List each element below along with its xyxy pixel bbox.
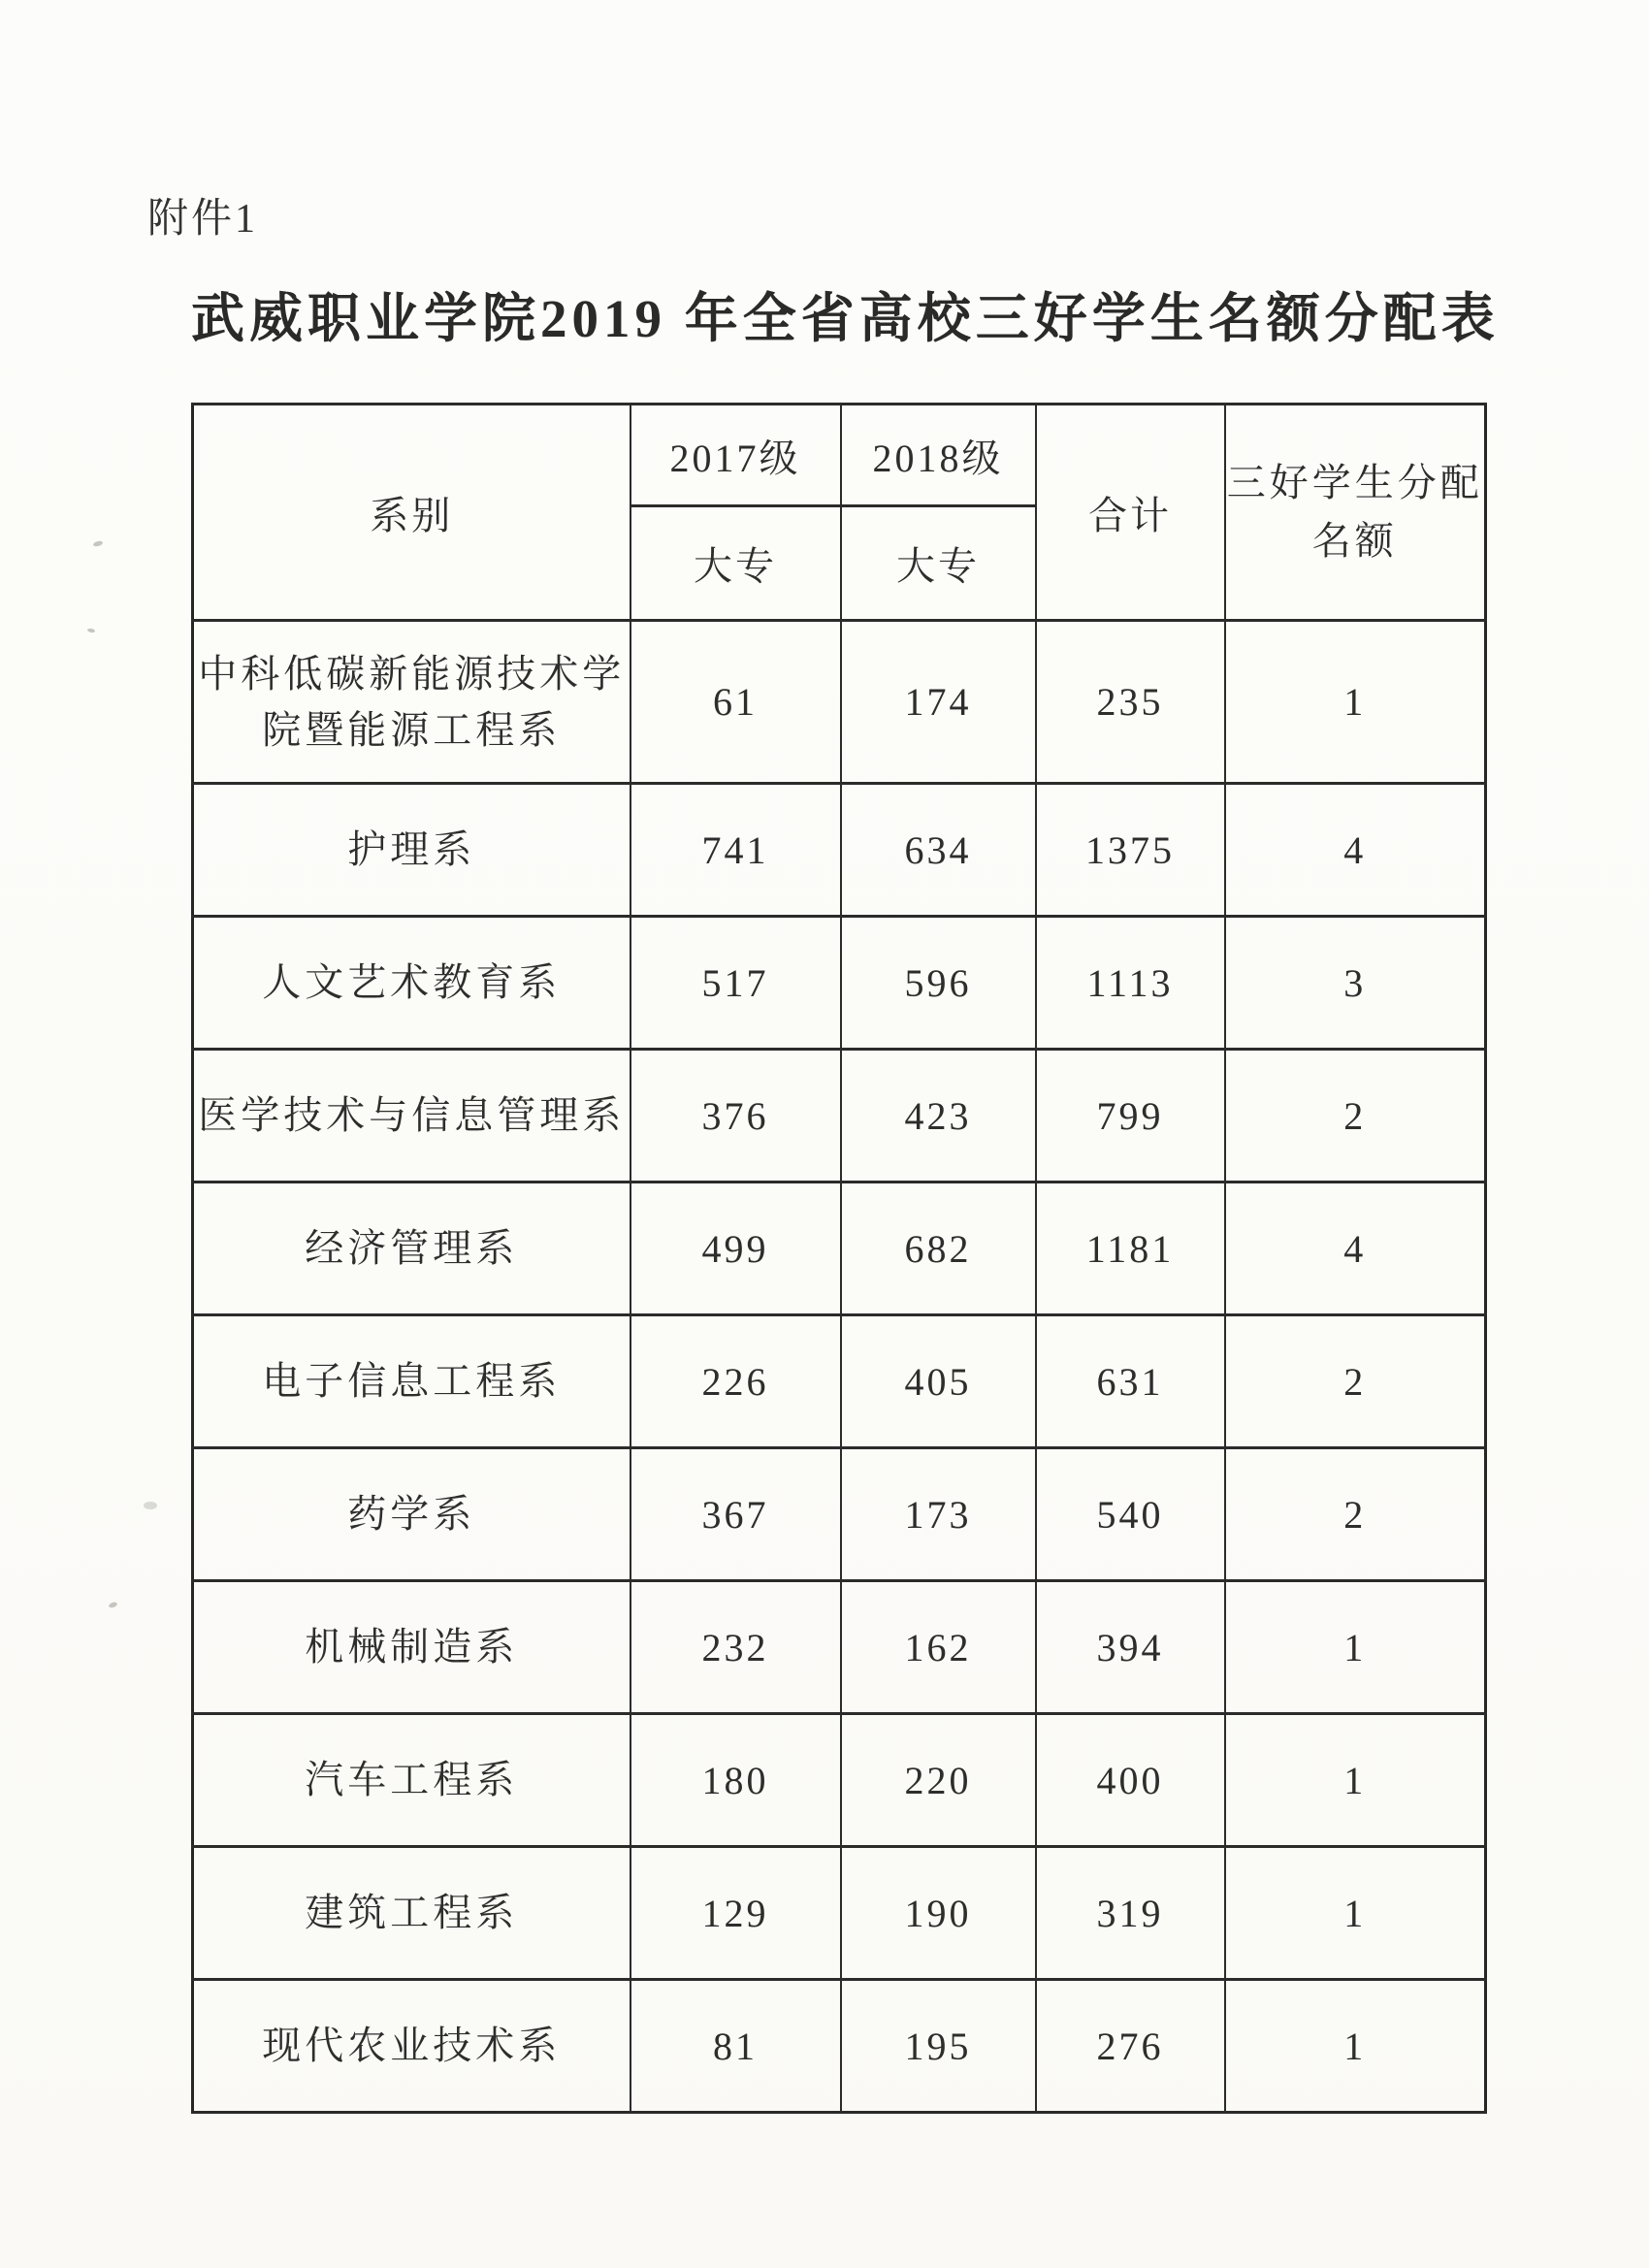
table-row	[193, 1315, 1486, 1448]
attachment-label: 附件1	[147, 197, 259, 242]
dept-cell: 中科低碳新能源技术学院暨能源工程系	[193, 621, 630, 784]
value-2018: 220	[841, 1714, 1036, 1847]
quota-allocation-table	[191, 403, 1487, 2114]
value-2018: 596	[841, 917, 1036, 1050]
dept-cell: 建筑工程系	[193, 1847, 630, 1980]
value-2017: 517	[630, 917, 841, 1050]
value-quota: 3	[1225, 917, 1486, 1050]
dept-cell: 药学系	[193, 1448, 630, 1581]
dept-cell: 经济管理系	[193, 1183, 630, 1315]
value-quota: 1	[1225, 1980, 1486, 2113]
value-2017: 367	[630, 1448, 841, 1581]
value-quota: 1	[1225, 621, 1486, 784]
dept-cell: 电子信息工程系	[193, 1315, 630, 1448]
dept-cell: 护理系	[193, 784, 630, 917]
table-row	[193, 621, 1486, 784]
header-quota: 三好学生分配名额	[1225, 405, 1486, 621]
header-dept: 系别	[193, 405, 630, 621]
table-row	[193, 1980, 1486, 2113]
table-header-row-1	[193, 405, 1486, 506]
table-row	[193, 1714, 1486, 1847]
value-total: 235	[1036, 621, 1225, 784]
value-quota: 4	[1225, 1183, 1486, 1315]
value-2017: 129	[630, 1847, 841, 1980]
value-total: 631	[1036, 1315, 1225, 1448]
table-row	[193, 1183, 1486, 1315]
document-title: 武威职业学院2019 年全省高校三好学生名额分配表	[191, 289, 1500, 348]
value-2018: 162	[841, 1581, 1036, 1714]
value-quota: 2	[1225, 1050, 1486, 1183]
value-2018: 190	[841, 1847, 1036, 1980]
value-2018: 173	[841, 1448, 1036, 1581]
subheader-college-2018: 大专	[841, 506, 1036, 621]
subheader-college-2017: 大专	[630, 506, 841, 621]
value-2017: 226	[630, 1315, 841, 1448]
value-total: 1113	[1036, 917, 1225, 1050]
header-grade-2017: 2017级	[630, 405, 841, 506]
table-row	[193, 1847, 1486, 1980]
value-2017: 499	[630, 1183, 841, 1315]
value-2017: 232	[630, 1581, 841, 1714]
value-total: 276	[1036, 1980, 1225, 2113]
value-2017: 376	[630, 1050, 841, 1183]
dept-cell: 现代农业技术系	[193, 1980, 630, 2113]
dept-cell: 人文艺术教育系	[193, 917, 630, 1050]
header-grade-2018: 2018级	[841, 405, 1036, 506]
value-total: 1181	[1036, 1183, 1225, 1315]
dept-cell: 机械制造系	[193, 1581, 630, 1714]
value-2017: 61	[630, 621, 841, 784]
table-row	[193, 1581, 1486, 1714]
value-2018: 634	[841, 784, 1036, 917]
value-2018: 682	[841, 1183, 1036, 1315]
value-total: 400	[1036, 1714, 1225, 1847]
table-row	[193, 784, 1486, 917]
value-total: 799	[1036, 1050, 1225, 1183]
header-total: 合计	[1036, 405, 1225, 621]
value-2018: 405	[841, 1315, 1036, 1448]
dept-cell: 汽车工程系	[193, 1714, 630, 1847]
value-2018: 423	[841, 1050, 1036, 1183]
value-quota: 1	[1225, 1581, 1486, 1714]
value-quota: 1	[1225, 1714, 1486, 1847]
value-quota: 4	[1225, 784, 1486, 917]
value-total: 394	[1036, 1581, 1225, 1714]
value-quota: 2	[1225, 1315, 1486, 1448]
value-2018: 195	[841, 1980, 1036, 2113]
table-row	[193, 1050, 1486, 1183]
value-total: 1375	[1036, 784, 1225, 917]
scan-artifact	[144, 1502, 157, 1509]
value-2017: 81	[630, 1980, 841, 2113]
value-total: 319	[1036, 1847, 1225, 1980]
value-total: 540	[1036, 1448, 1225, 1581]
value-quota: 1	[1225, 1847, 1486, 1980]
table-row	[193, 1448, 1486, 1581]
value-2018: 174	[841, 621, 1036, 784]
table-row	[193, 917, 1486, 1050]
dept-cell: 医学技术与信息管理系	[193, 1050, 630, 1183]
value-2017: 180	[630, 1714, 841, 1847]
value-2017: 741	[630, 784, 841, 917]
value-quota: 2	[1225, 1448, 1486, 1581]
